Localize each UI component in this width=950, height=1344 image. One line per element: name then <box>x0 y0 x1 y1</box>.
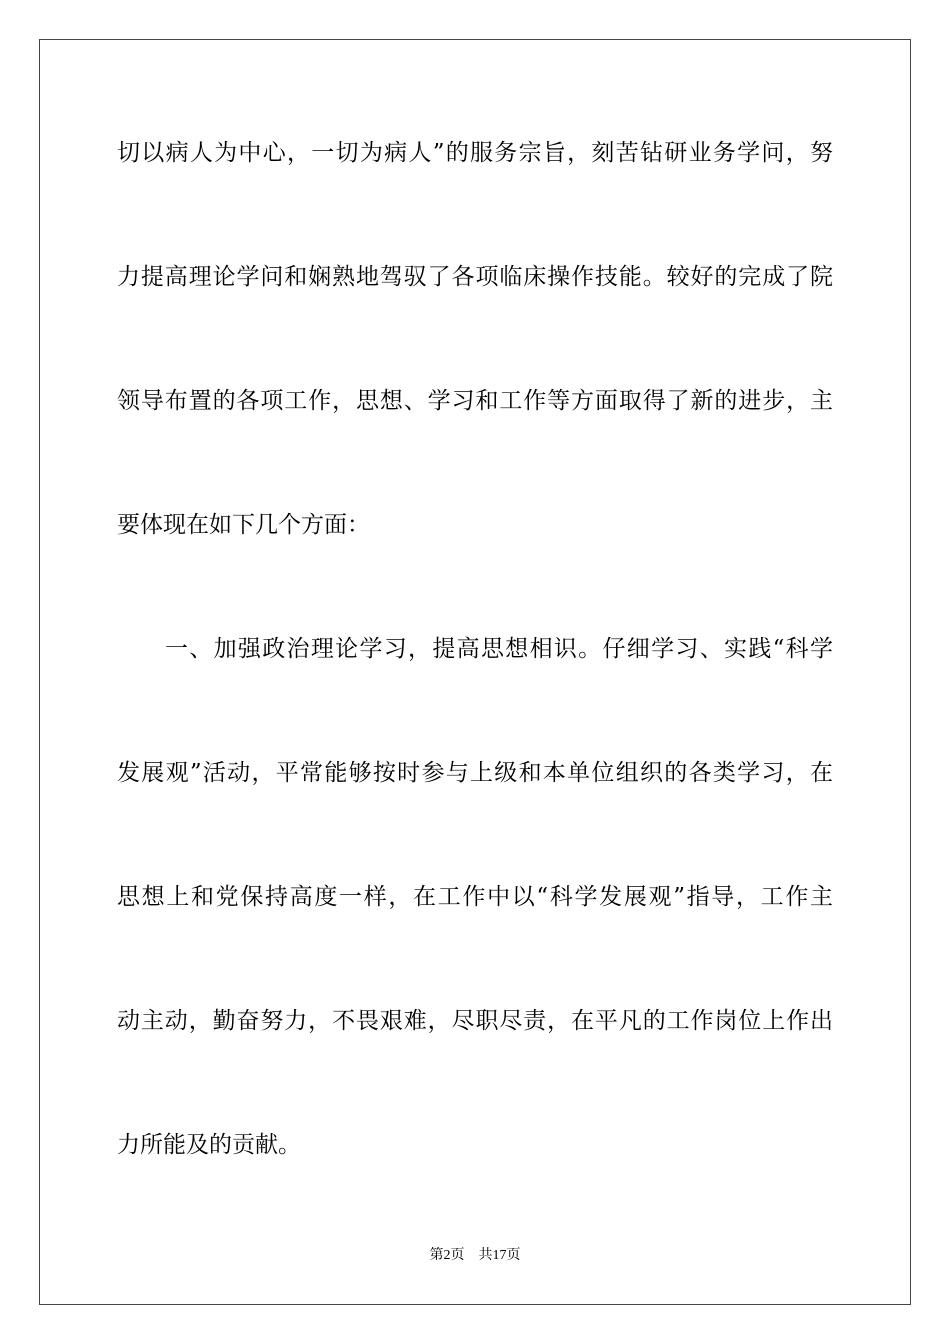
body-line-6: 发展观”活动，平常能够按时参与上级和本单位组织的各类学习，在 <box>117 760 833 786</box>
page-total: 共17页 <box>478 1248 521 1263</box>
page-footer <box>0 1247 950 1265</box>
body-line-7: 思想上和党保持高度一样，在工作中以“科学发展观”指导，工作主 <box>117 884 833 910</box>
page-number: 第2页 <box>429 1248 465 1263</box>
page-frame <box>39 39 911 1305</box>
body-line-1: 切以病人为中心，一切为病人”的服务宗旨，刻苦钻研业务学问，努 <box>117 140 833 166</box>
body-line-2: 力提高理论学问和娴熟地驾驭了各项临床操作技能。较好的完成了院 <box>117 264 833 290</box>
body-line-3: 领导布置的各项工作，思想、学习和工作等方面取得了新的进步，主 <box>117 388 833 414</box>
body-line-4: 要体现在如下几个方面： <box>117 512 370 538</box>
body-line-8: 动主动，勤奋努力，不畏艰难，尽职尽责，在平凡的工作岗位上作出 <box>117 1008 833 1034</box>
body-line-5: 一、加强政治理论学习，提高思想相识。仔细学习、实践“科学 <box>165 636 833 662</box>
body-line-9: 力所能及的贡献。 <box>117 1132 301 1158</box>
